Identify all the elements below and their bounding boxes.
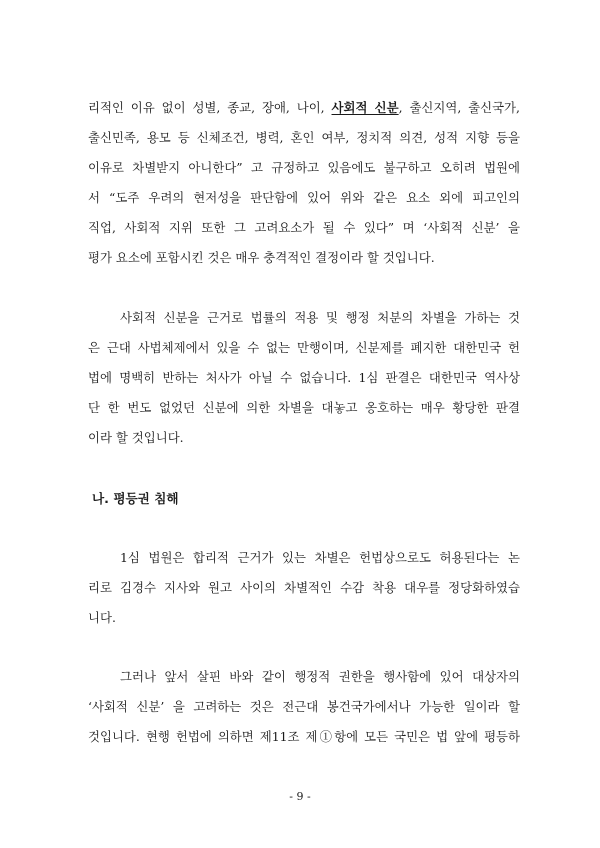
section-heading: 나. 평등권 침해 xyxy=(92,491,179,506)
paragraph-line: 은 근대 사법체제에서 있을 수 없는 만행이며, 신분제를 폐지한 대한민국 헌 xyxy=(88,340,520,355)
paragraph-3 xyxy=(88,543,520,633)
paragraph-line: 그러나 앞서 살핀 바와 같이 행정적 권한을 행사함에 있어 대상자의 xyxy=(120,669,520,684)
text-run: 리적인 이유 없이 성별, 종교, 장애, 나이, xyxy=(88,100,325,115)
paragraph-line: 1심 법원은 합리적 근거가 있는 차별은 헌법상으로도 허용된다는 논 xyxy=(120,550,520,565)
paragraph-line: 것입니다. 현행 헌법에 의하면 제11조 제①항에 모든 국민은 법 앞에 평등하 xyxy=(88,729,520,744)
paragraph-line: 평가 요소에 포함시킨 것은 매우 충격적인 결정이라 할 것입니다. xyxy=(88,250,435,265)
paragraph-line: 단 한 번도 없었던 신분에 의한 차별을 대놓고 옹호하는 매우 황당한 판결 xyxy=(88,400,520,415)
paragraph-1 xyxy=(88,93,520,273)
paragraph-line xyxy=(88,93,520,123)
paragraph-4 xyxy=(88,662,520,752)
paragraph-line: 니다. xyxy=(88,610,116,625)
paragraph-line: 사회적 신분을 근거로 법률의 적용 및 행정 처분의 차별을 가하는 것 xyxy=(120,310,520,325)
paragraph-line: 직업, 사회적 지위 또한 그 고려요소가 될 수 있다” 며 ‘사회적 신분’ 을 xyxy=(88,220,520,235)
paragraph-line: 이유로 차별받지 아니한다” 고 규정하고 있음에도 불구하고 오히려 법원에 xyxy=(88,160,520,175)
paragraph-line: 리로 김경수 지사와 원고 사이의 차별적인 수감 착용 대우를 정당화하였습 xyxy=(88,580,520,595)
text-run: , 출신지역, 출신국가, xyxy=(398,100,520,115)
page-number: - 9 - xyxy=(289,790,311,803)
paragraph-line: 법에 명백히 반하는 처사가 아닐 수 없습니다. 1심 판결은 대한민국 역사상 xyxy=(88,370,520,385)
paragraph-line: 출신민족, 용모 등 신체조건, 병력, 혼인 여부, 정치적 의견, 성적 지향 등을 xyxy=(88,130,520,145)
paragraph-line: 이라 할 것입니다. xyxy=(88,430,184,445)
paragraph-line: 서 “도주 우려의 현저성을 판단함에 있어 위와 같은 요소 외에 피고인의 xyxy=(88,190,520,205)
paragraph-line: ‘사회적 신분’ 을 고려하는 것은 전근대 봉건국가에서나 가능한 일이라 할 xyxy=(88,699,520,714)
emphasized-term: 사회적 신분 xyxy=(331,100,399,115)
paragraph-2 xyxy=(88,303,520,453)
